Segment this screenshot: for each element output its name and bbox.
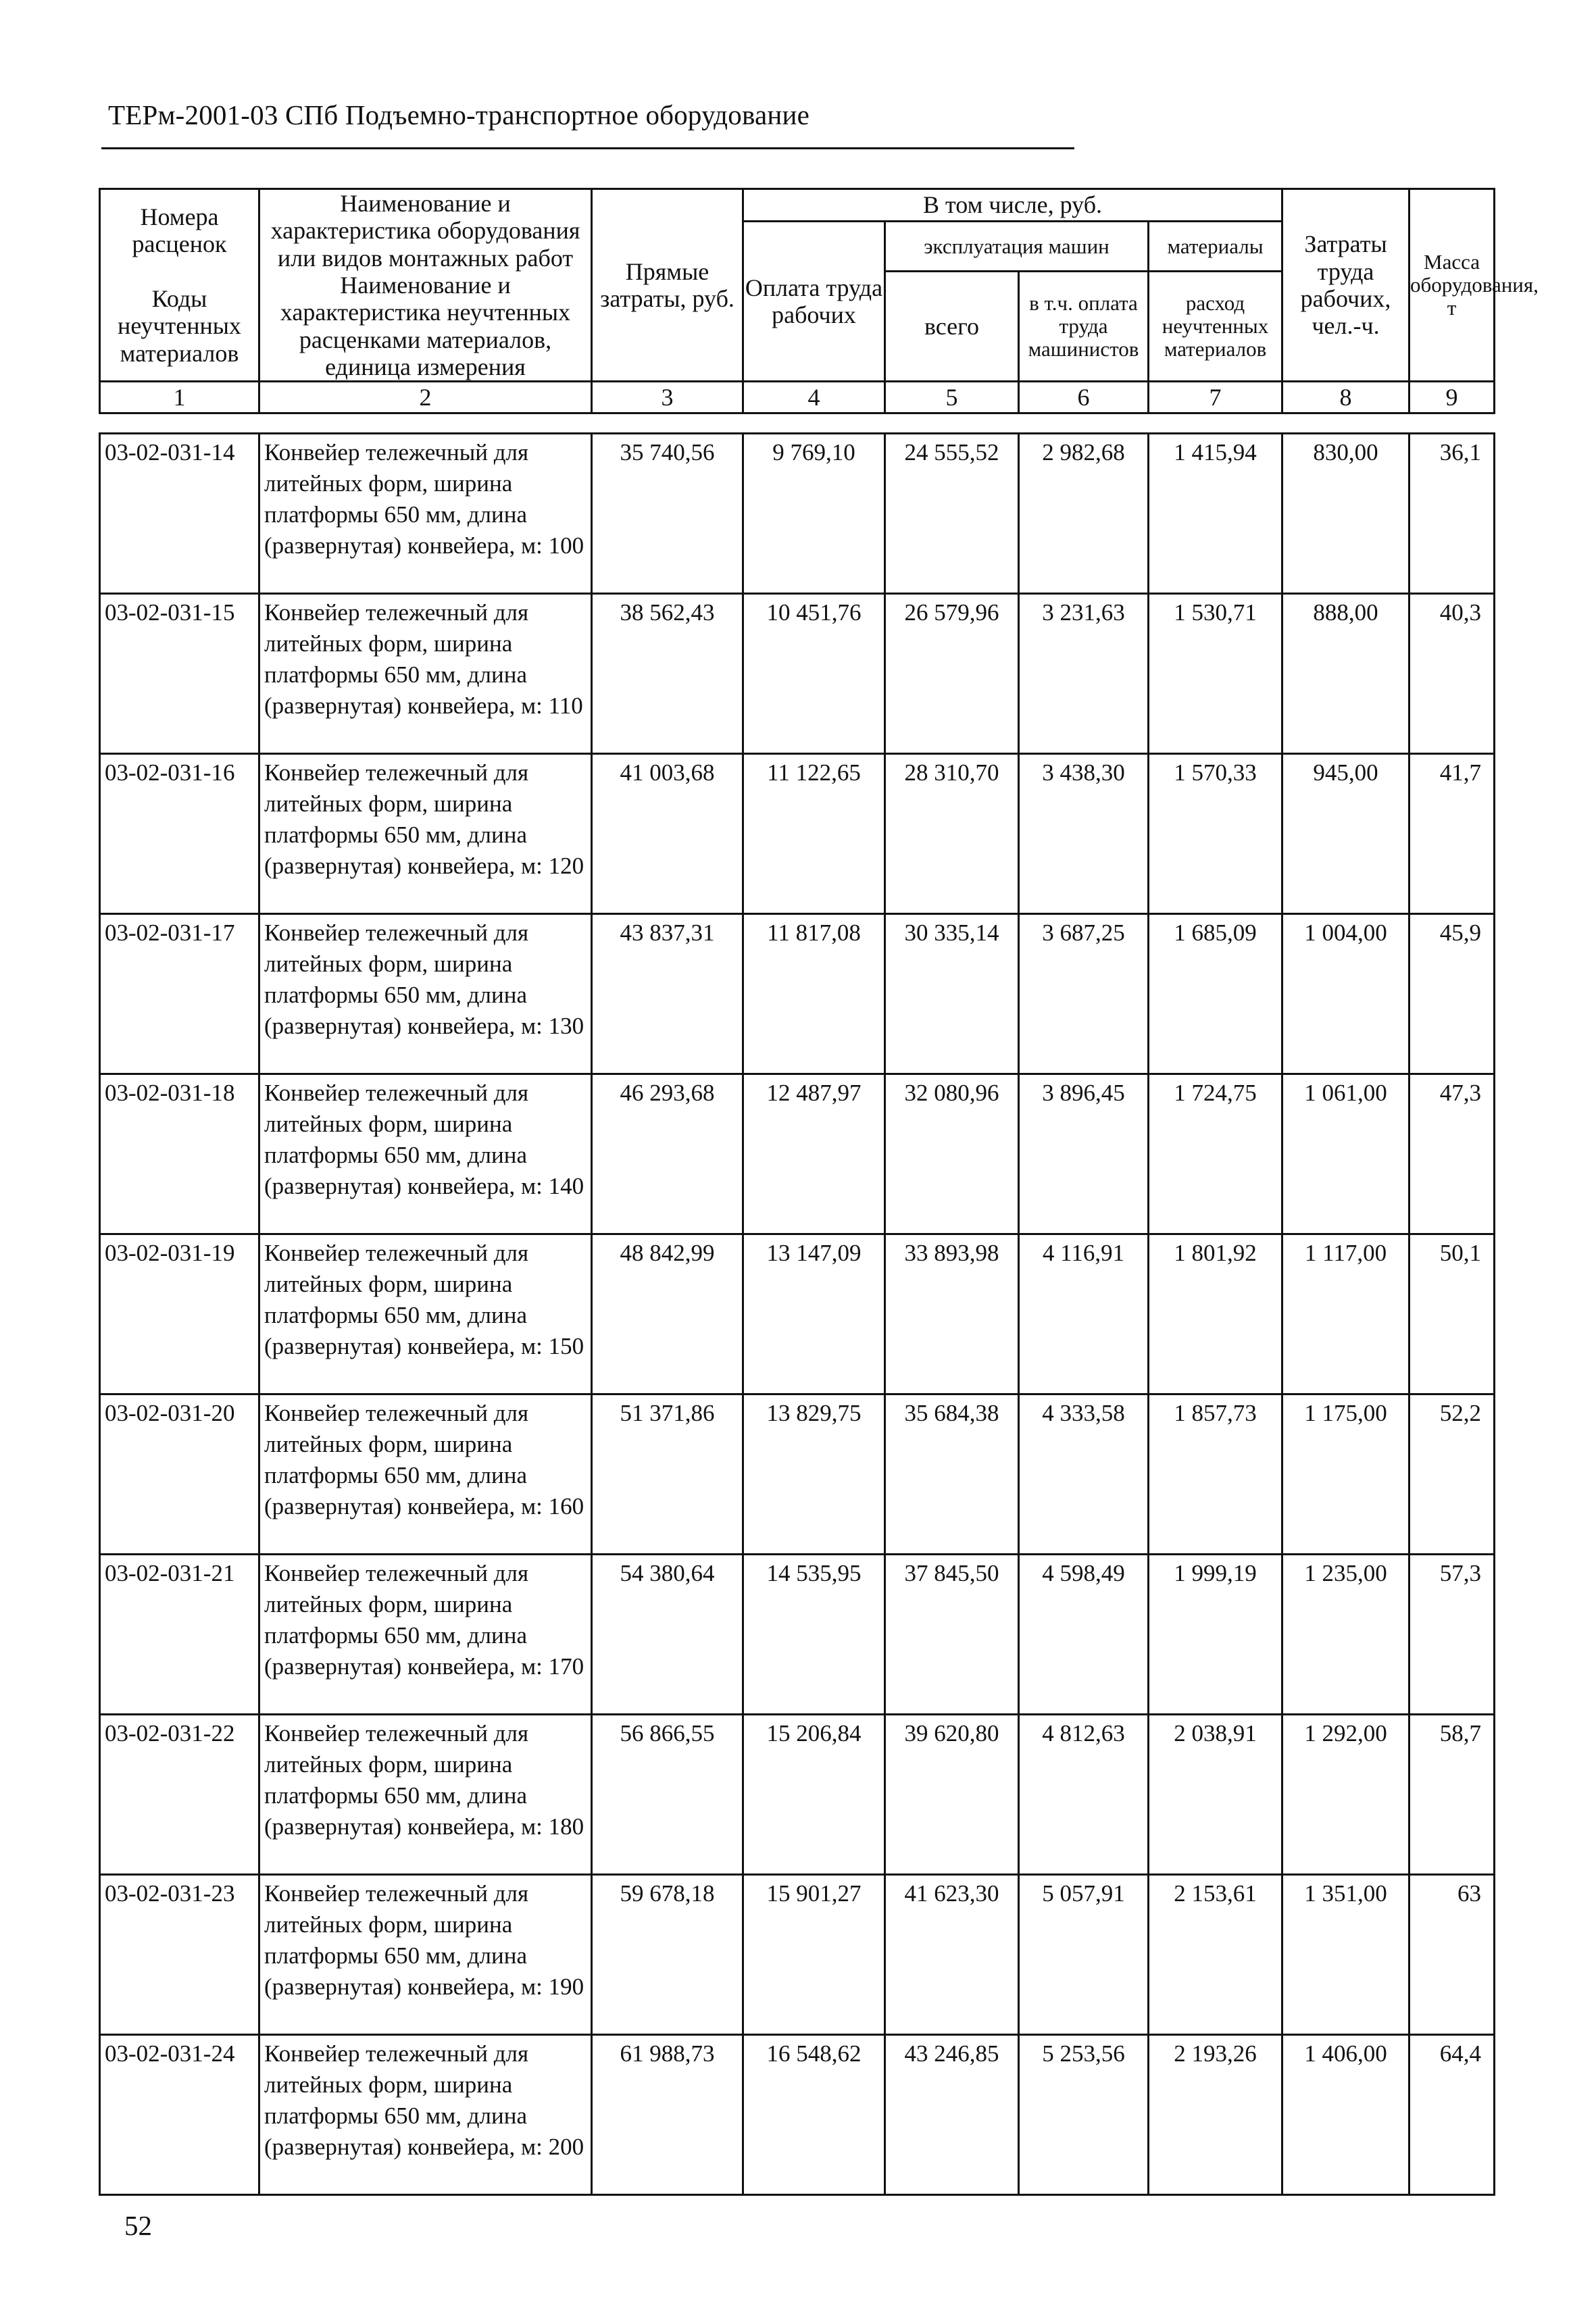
equipment-name-cell: Конвейер тележечный для литейных форм, ширина платформы 650 мм, длина (развернутая) конвейера, м: 160 <box>259 1394 592 1555</box>
header-materials: материалы <box>1149 222 1282 272</box>
direct-costs-cell: 35 740,56 <box>592 434 743 594</box>
header-rule <box>101 147 1074 149</box>
rate-code-cell: 03-02-031-23 <box>100 1875 259 2035</box>
rate-code-cell: 03-02-031-19 <box>100 1234 259 1394</box>
machines-total-cell: 24 555,52 <box>885 434 1019 594</box>
header-machines-total: всего <box>885 272 1019 382</box>
machinist-pay-cell: 4 116,91 <box>1019 1234 1149 1394</box>
worker-pay-cell: 9 769,10 <box>743 434 885 594</box>
header-unaccounted-codes: Коды неучтенных материалов <box>100 272 259 382</box>
machines-total-cell: 28 310,70 <box>885 754 1019 914</box>
header-unaccounted-materials-name: Наименование и характеристика неучтенных расценками материалов, единица измерения <box>259 272 592 382</box>
unaccounted-materials-cell: 1 685,09 <box>1149 914 1282 1074</box>
labor-hours-cell: 1 004,00 <box>1282 914 1410 1074</box>
direct-costs-cell: 56 866,55 <box>592 1715 743 1875</box>
direct-costs-cell: 61 988,73 <box>592 2035 743 2195</box>
column-number: 8 <box>1282 382 1410 413</box>
direct-costs-cell: 41 003,68 <box>592 754 743 914</box>
machinist-pay-cell: 4 598,49 <box>1019 1555 1149 1715</box>
table-row <box>100 1875 1495 2035</box>
machines-total-cell: 26 579,96 <box>885 594 1019 754</box>
equipment-name-cell: Конвейер тележечный для литейных форм, ширина платформы 650 мм, длина (развернутая) конвейера, м: 200 <box>259 2035 592 2195</box>
labor-hours-cell: 830,00 <box>1282 434 1410 594</box>
rate-code-cell: 03-02-031-17 <box>100 914 259 1074</box>
header-rate-numbers: Номера расценок <box>100 189 259 272</box>
table-row <box>100 1234 1495 1394</box>
equipment-mass-cell: 63 <box>1410 1875 1495 2035</box>
unaccounted-materials-cell: 1 801,92 <box>1149 1234 1282 1394</box>
unaccounted-materials-cell: 1 415,94 <box>1149 434 1282 594</box>
equipment-mass-cell: 47,3 <box>1410 1074 1495 1234</box>
equipment-name-cell: Конвейер тележечный для литейных форм, ширина платформы 650 мм, длина (развернутая) конвейера, м: 110 <box>259 594 592 754</box>
header-including-group: В том числе, руб. <box>743 189 1282 222</box>
rate-code-cell: 03-02-031-22 <box>100 1715 259 1875</box>
unaccounted-materials-cell: 2 153,61 <box>1149 1875 1282 2035</box>
direct-costs-cell: 46 293,68 <box>592 1074 743 1234</box>
equipment-name-cell: Конвейер тележечный для литейных форм, ширина платформы 650 мм, длина (развернутая) конвейера, м: 140 <box>259 1074 592 1234</box>
direct-costs-cell: 54 380,64 <box>592 1555 743 1715</box>
labor-hours-cell: 888,00 <box>1282 594 1410 754</box>
unaccounted-materials-cell: 1 530,71 <box>1149 594 1282 754</box>
worker-pay-cell: 10 451,76 <box>743 594 885 754</box>
labor-hours-cell: 1 406,00 <box>1282 2035 1410 2195</box>
worker-pay-cell: 11 817,08 <box>743 914 885 1074</box>
table-row <box>100 914 1495 1074</box>
machinist-pay-cell: 2 982,68 <box>1019 434 1149 594</box>
unaccounted-materials-cell: 1 570,33 <box>1149 754 1282 914</box>
labor-hours-cell: 1 235,00 <box>1282 1555 1410 1715</box>
labor-hours-cell: 1 061,00 <box>1282 1074 1410 1234</box>
machines-total-cell: 35 684,38 <box>885 1394 1019 1555</box>
rate-code-cell: 03-02-031-16 <box>100 754 259 914</box>
column-number: 7 <box>1149 382 1282 413</box>
equipment-mass-cell: 40,3 <box>1410 594 1495 754</box>
table-row <box>100 1394 1495 1555</box>
unaccounted-materials-cell: 1 724,75 <box>1149 1074 1282 1234</box>
equipment-mass-cell: 50,1 <box>1410 1234 1495 1394</box>
machinist-pay-cell: 5 057,91 <box>1019 1875 1149 2035</box>
direct-costs-cell: 38 562,43 <box>592 594 743 754</box>
equipment-name-cell: Конвейер тележечный для литейных форм, ширина платформы 650 мм, длина (развернутая) конвейера, м: 190 <box>259 1875 592 2035</box>
equipment-name-cell: Конвейер тележечный для литейных форм, ширина платформы 650 мм, длина (развернутая) конвейера, м: 180 <box>259 1715 592 1875</box>
header-direct-costs: Прямые затраты, руб. <box>592 189 743 382</box>
header-labor-hours: Затраты труда рабочих, чел.-ч. <box>1282 189 1410 382</box>
rate-code-cell: 03-02-031-20 <box>100 1394 259 1555</box>
machinist-pay-cell: 4 812,63 <box>1019 1715 1149 1875</box>
rate-code-cell: 03-02-031-21 <box>100 1555 259 1715</box>
equipment-mass-cell: 41,7 <box>1410 754 1495 914</box>
header-machinist-pay: в т.ч. оплата труда машинистов <box>1019 272 1149 382</box>
machines-total-cell: 30 335,14 <box>885 914 1019 1074</box>
machines-total-cell: 43 246,85 <box>885 2035 1019 2195</box>
rate-code-cell: 03-02-031-15 <box>100 594 259 754</box>
equipment-name-cell: Конвейер тележечный для литейных форм, ширина платформы 650 мм, длина (развернутая) конвейера, м: 120 <box>259 754 592 914</box>
worker-pay-cell: 13 147,09 <box>743 1234 885 1394</box>
labor-hours-cell: 1 292,00 <box>1282 1715 1410 1875</box>
column-number: 4 <box>743 382 885 413</box>
machinist-pay-cell: 3 438,30 <box>1019 754 1149 914</box>
table-row <box>100 1555 1495 1715</box>
direct-costs-cell: 51 371,86 <box>592 1394 743 1555</box>
equipment-name-cell: Конвейер тележечный для литейных форм, ширина платформы 650 мм, длина (развернутая) конвейера, м: 150 <box>259 1234 592 1394</box>
equipment-mass-cell: 64,4 <box>1410 2035 1495 2195</box>
direct-costs-cell: 59 678,18 <box>592 1875 743 2035</box>
rates-table <box>99 432 1495 2196</box>
machinist-pay-cell: 4 333,58 <box>1019 1394 1149 1555</box>
table-row <box>100 434 1495 594</box>
rate-code-cell: 03-02-031-14 <box>100 434 259 594</box>
table-row <box>100 1074 1495 1234</box>
machines-total-cell: 32 080,96 <box>885 1074 1019 1234</box>
table-row <box>100 754 1495 914</box>
worker-pay-cell: 13 829,75 <box>743 1394 885 1555</box>
equipment-name-cell: Конвейер тележечный для литейных форм, ширина платформы 650 мм, длина (развернутая) конвейера, м: 100 <box>259 434 592 594</box>
page-number: 52 <box>124 2210 152 2241</box>
worker-pay-cell: 12 487,97 <box>743 1074 885 1234</box>
column-number: 5 <box>885 382 1019 413</box>
unaccounted-materials-cell: 1 857,73 <box>1149 1394 1282 1555</box>
unaccounted-materials-cell: 2 038,91 <box>1149 1715 1282 1875</box>
equipment-mass-cell: 45,9 <box>1410 914 1495 1074</box>
direct-costs-cell: 43 837,31 <box>592 914 743 1074</box>
machinist-pay-cell: 3 687,25 <box>1019 914 1149 1074</box>
table-row <box>100 594 1495 754</box>
header-unaccounted-materials-use: расход неучтенных материалов <box>1149 272 1282 382</box>
worker-pay-cell: 15 206,84 <box>743 1715 885 1875</box>
rate-code-cell: 03-02-031-18 <box>100 1074 259 1234</box>
equipment-name-cell: Конвейер тележечный для литейных форм, ширина платформы 650 мм, длина (развернутая) конвейера, м: 130 <box>259 914 592 1074</box>
page-header-title: ТЕРм-2001-03 СПб Подъемно-транспортное оборудование <box>108 99 810 130</box>
equipment-mass-cell: 36,1 <box>1410 434 1495 594</box>
direct-costs-cell: 48 842,99 <box>592 1234 743 1394</box>
labor-hours-cell: 945,00 <box>1282 754 1410 914</box>
unaccounted-materials-cell: 1 999,19 <box>1149 1555 1282 1715</box>
worker-pay-cell: 16 548,62 <box>743 2035 885 2195</box>
machinist-pay-cell: 3 231,63 <box>1019 594 1149 754</box>
unaccounted-materials-cell: 2 193,26 <box>1149 2035 1282 2195</box>
rate-code-cell: 03-02-031-24 <box>100 2035 259 2195</box>
worker-pay-cell: 11 122,65 <box>743 754 885 914</box>
labor-hours-cell: 1 117,00 <box>1282 1234 1410 1394</box>
labor-hours-cell: 1 175,00 <box>1282 1394 1410 1555</box>
machines-total-cell: 39 620,80 <box>885 1715 1019 1875</box>
header-equipment-name: Наименование и характеристика оборудования или видов монтажных работ <box>259 189 592 272</box>
table-row <box>100 1715 1495 1875</box>
header-equipment-mass: Масса оборудования, т <box>1410 189 1495 382</box>
machinist-pay-cell: 3 896,45 <box>1019 1074 1149 1234</box>
worker-pay-cell: 15 901,27 <box>743 1875 885 2035</box>
machines-total-cell: 41 623,30 <box>885 1875 1019 2035</box>
worker-pay-cell: 14 535,95 <box>743 1555 885 1715</box>
table-header <box>99 188 1539 414</box>
machines-total-cell: 37 845,50 <box>885 1555 1019 1715</box>
column-number: 6 <box>1019 382 1149 413</box>
equipment-name-cell: Конвейер тележечный для литейных форм, ширина платформы 650 мм, длина (развернутая) конвейера, м: 170 <box>259 1555 592 1715</box>
column-number: 3 <box>592 382 743 413</box>
column-number: 9 <box>1410 382 1495 413</box>
equipment-mass-cell: 58,7 <box>1410 1715 1495 1875</box>
header-machine-operation: эксплуатация машин <box>885 222 1149 272</box>
header-worker-pay: Оплата труда рабочих <box>743 222 885 382</box>
column-number: 1 <box>100 382 259 413</box>
table-row <box>100 2035 1495 2195</box>
equipment-mass-cell: 57,3 <box>1410 1555 1495 1715</box>
machinist-pay-cell: 5 253,56 <box>1019 2035 1149 2195</box>
machines-total-cell: 33 893,98 <box>885 1234 1019 1394</box>
column-number: 2 <box>259 382 592 413</box>
labor-hours-cell: 1 351,00 <box>1282 1875 1410 2035</box>
equipment-mass-cell: 52,2 <box>1410 1394 1495 1555</box>
